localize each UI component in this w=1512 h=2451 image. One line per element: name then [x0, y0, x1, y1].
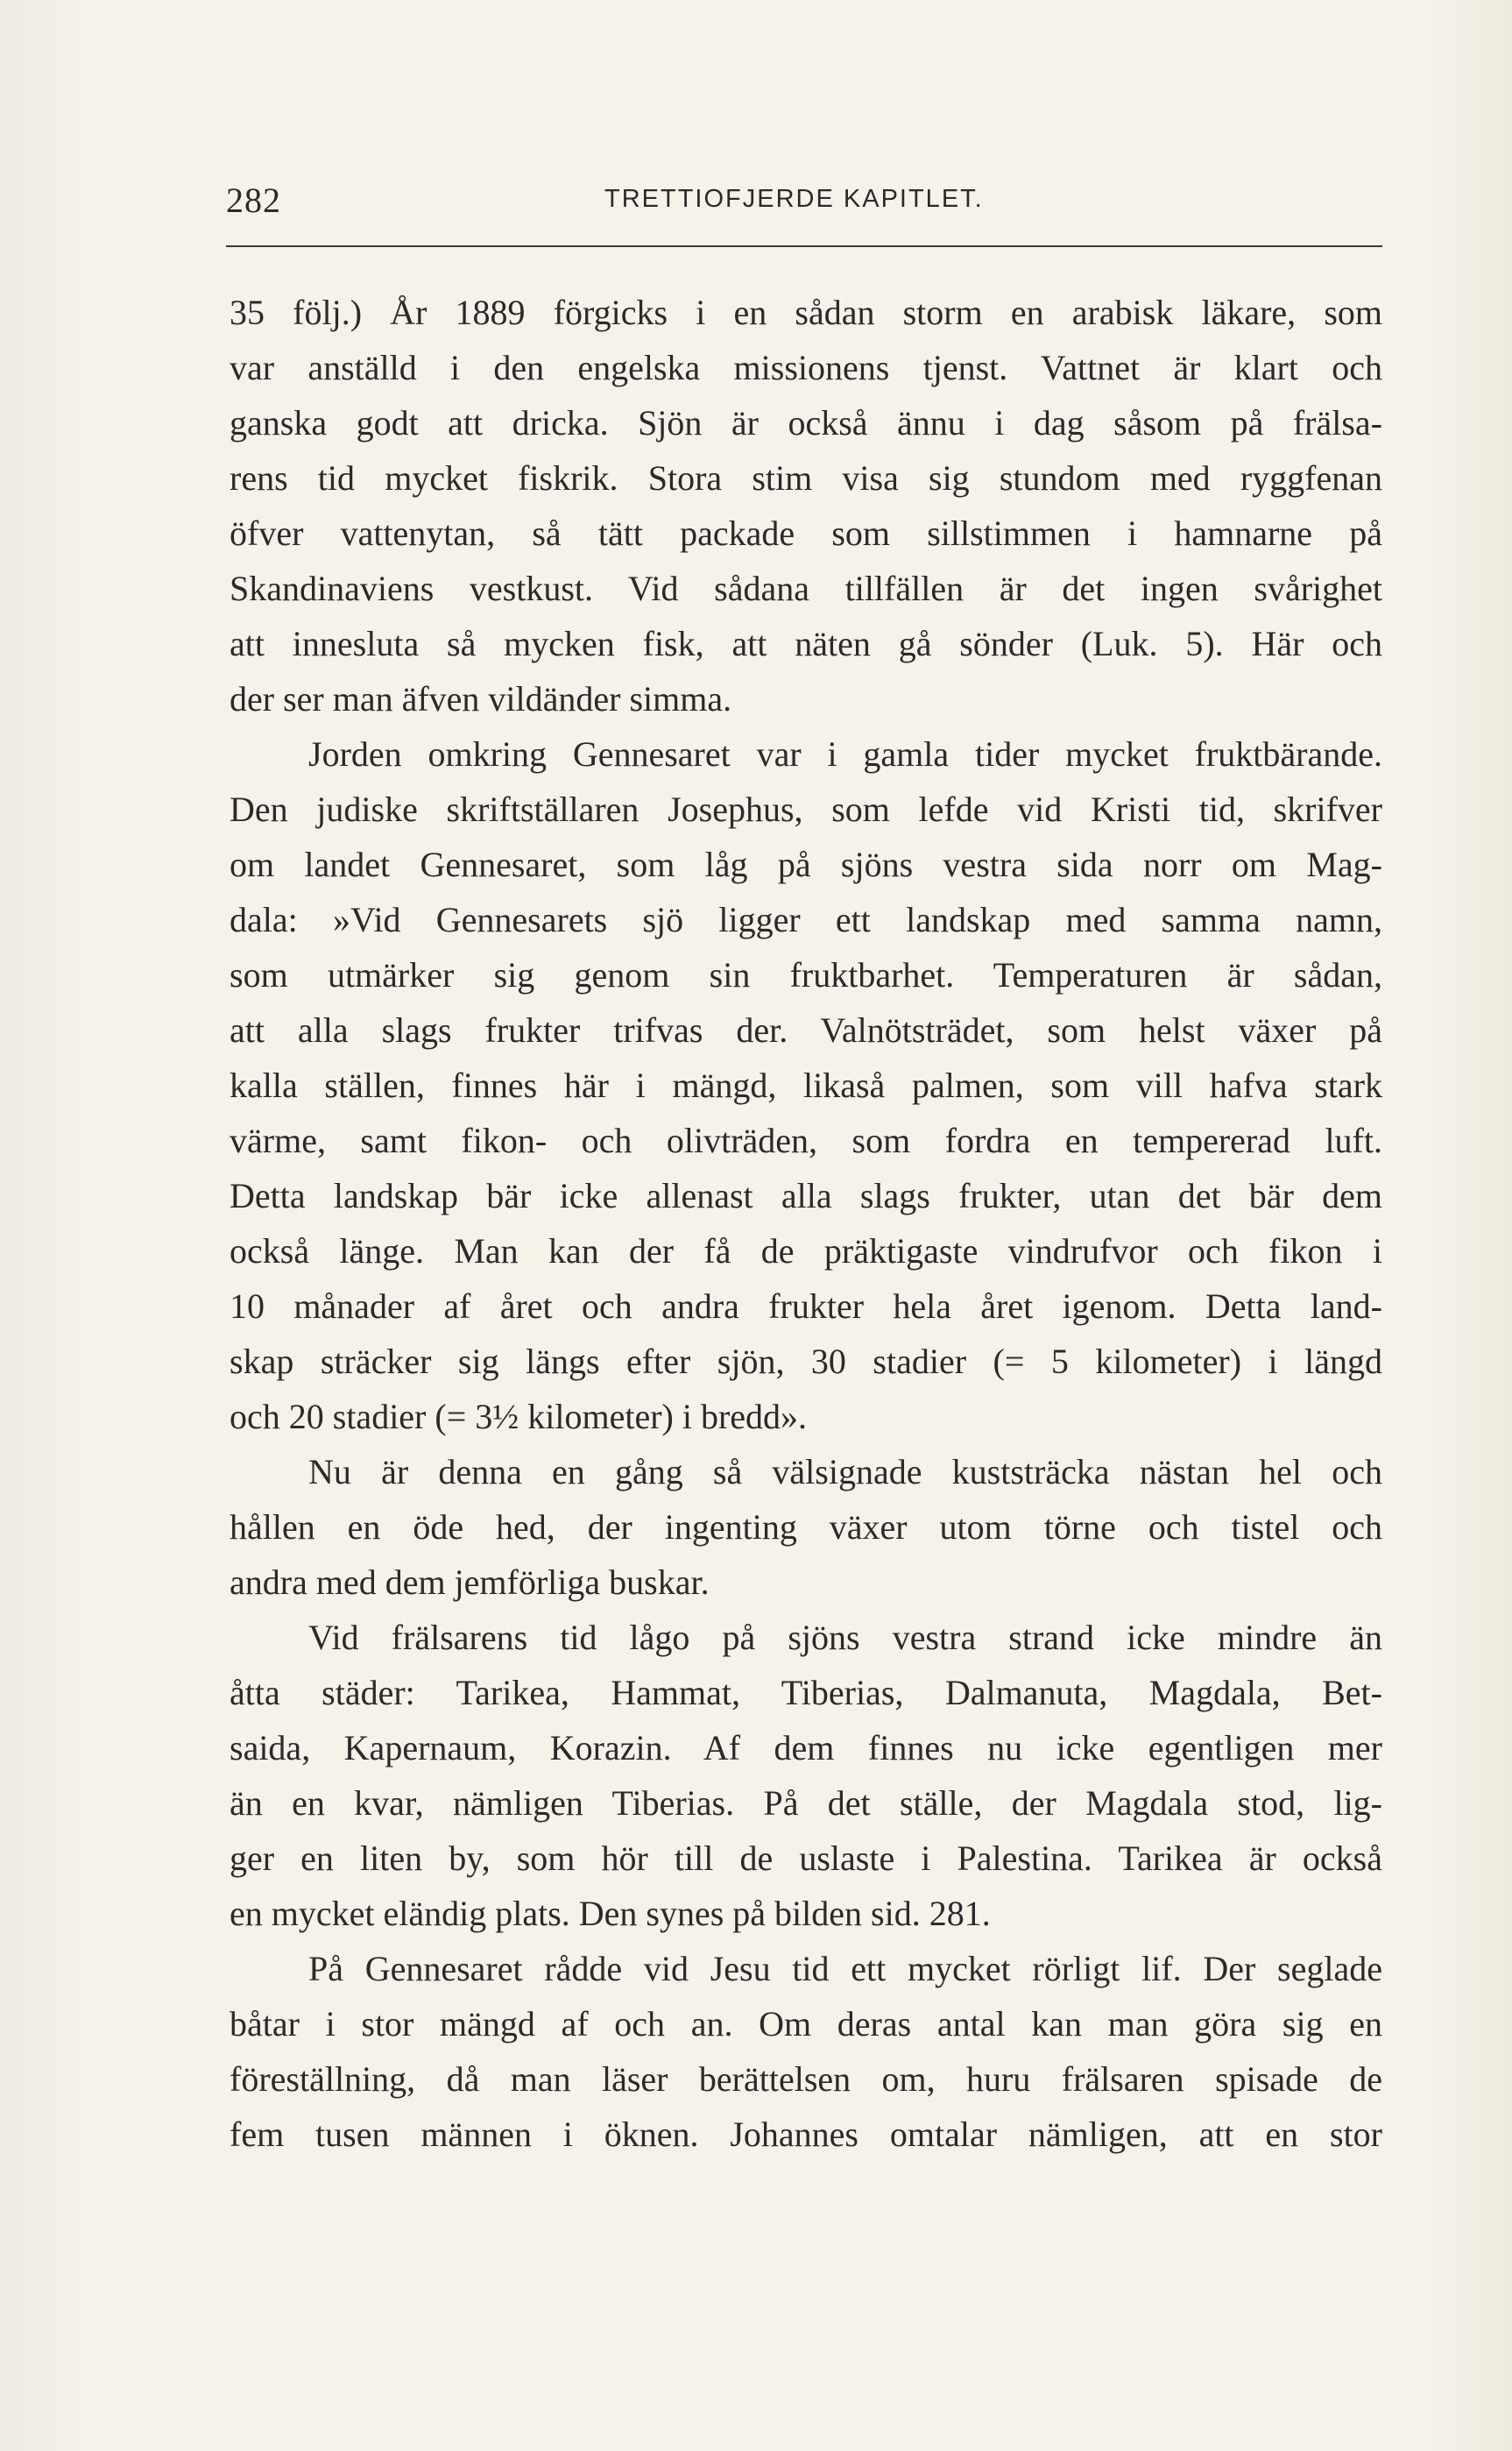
page-number: 282	[226, 181, 281, 220]
text-line: värme, samt fikon- och olivträden, som fordra en tempererad luft.	[230, 1121, 1382, 1160]
text-line: att innesluta så mycken fisk, att näten gå sönder (Luk. 5). Här och	[230, 624, 1382, 663]
text-line: också länge. Man kan der få de präktigaste vindrufvor och fikon i	[230, 1231, 1382, 1271]
text-line: åtta städer: Tarikea, Hammat, Tiberias, Dalmanuta, Magdala, Bet-	[230, 1673, 1382, 1712]
text-line: Skandinaviens vestkust. Vid sådana tillfällen är det ingen svårighet	[230, 569, 1382, 608]
running-head: TRETTIOFJERDE KAPITLET.	[604, 185, 984, 213]
text-line: som utmärker sig genom sin fruktbarhet. Temperaturen är sådan,	[230, 955, 1382, 995]
text-line: Nu är denna en gång så välsignade kuststräcka nästan hel och	[308, 1452, 1382, 1491]
text-line: På Gennesaret rådde vid Jesu tid ett mycket rörligt lif. Der seglade	[308, 1949, 1382, 1988]
text-line: Vid frälsarens tid lågo på sjöns vestra strand icke mindre än	[308, 1618, 1382, 1657]
header-rule	[226, 245, 1382, 247]
text-line: om landet Gennesaret, som låg på sjöns vestra sida norr om Mag-	[230, 845, 1382, 884]
text-line: kalla ställen, finnes här i mängd, likaså palmen, som vill hafva stark	[230, 1066, 1382, 1105]
text-line: Jorden omkring Gennesaret var i gamla tider mycket fruktbärande.	[308, 734, 1382, 774]
text-line: en mycket eländig plats. Den synes på bilden sid. 281.	[230, 1894, 991, 1933]
text-line: föreställning, då man läser berättelsen om, huru frälsaren spisade de	[230, 2059, 1382, 2099]
text-line: dala: »Vid Gennesarets sjö ligger ett landskap med samma namn,	[230, 900, 1382, 939]
text-line: och 20 stadier (= 3½ kilometer) i bredd».	[230, 1397, 808, 1436]
text-line: öfver vattenytan, så tätt packade som sillstimmen i hamnarne på	[230, 514, 1382, 553]
text-line: att alla slags frukter trifvas der. Valnötsträdet, som helst växer på	[230, 1010, 1382, 1050]
text-line: än en kvar, nämligen Tiberias. På det ställe, der Magdala stod, lig-	[230, 1783, 1382, 1823]
text-line: ganska godt att dricka. Sjön är också ännu i dag såsom på frälsa-	[230, 403, 1382, 443]
page-header	[226, 180, 1382, 232]
text-line: ger en liten by, som hör till de uslaste i Palestina. Tarikea är också	[230, 1838, 1382, 1878]
text-line: der ser man äfven vildänder simma.	[230, 679, 732, 719]
text-line: 35 följ.) År 1889 förgicks i en sådan storm en arabisk läkare, som	[230, 293, 1382, 332]
text-line: 10 månader af året och andra frukter hela året igenom. Detta land-	[230, 1286, 1382, 1326]
text-line: hållen en öde hed, der ingenting växer utom törne och tistel och	[230, 1507, 1382, 1547]
text-line: andra med dem jemförliga buskar.	[230, 1562, 710, 1602]
body-text	[230, 285, 1382, 2162]
text-line: fem tusen männen i öknen. Johannes omtalar nämligen, att en stor	[230, 2115, 1382, 2154]
text-line: Den judiske skriftställaren Josephus, som lefde vid Kristi tid, skrifver	[230, 790, 1382, 829]
text-line: skap sträcker sig längs efter sjön, 30 stadier (= 5 kilometer) i längd	[230, 1342, 1382, 1381]
text-line: båtar i stor mängd af och an. Om deras antal kan man göra sig en	[230, 2004, 1382, 2044]
text-line: saida, Kapernaum, Korazin. Af dem finnes nu icke egentligen mer	[230, 1728, 1382, 1767]
text-line: rens tid mycket fiskrik. Stora stim visa sig stundom med ryggfenan	[230, 458, 1382, 498]
text-line: var anställd i den engelska missionens tjenst. Vattnet är klart och	[230, 348, 1382, 387]
text-line: Detta landskap bär icke allenast alla slags frukter, utan det bär dem	[230, 1176, 1382, 1215]
